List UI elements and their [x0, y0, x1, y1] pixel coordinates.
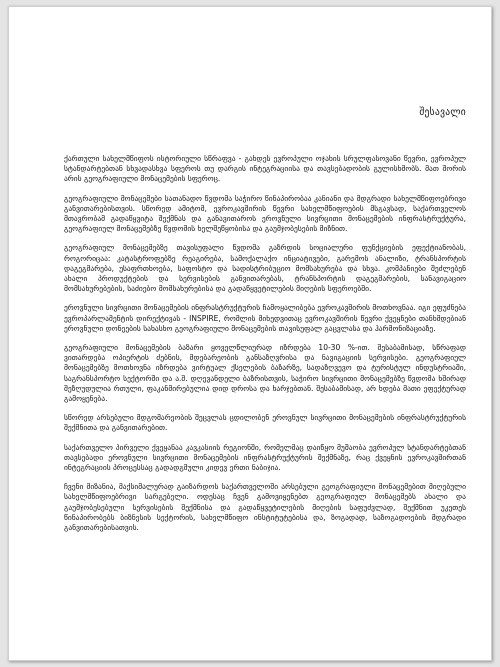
document-page [8, 6, 492, 661]
paragraph: ქართული სახელმწიფოს ისტორიული სწრაფვა - გახდეს ევროპული ოჯახის სრულფასოვანი წევრი, ევროპულ სტანდარტებთან სხვადასხვა სფეროს თუ დარგის ინტეგრაციისა და თავსებადობის გულისხმობს. მათ შორის არის გეოგრაფიული მონაცემების სფეროც. [64, 154, 466, 184]
paragraph: ეროვნული სივრცითი მონაცემების ინფრასტრუქტურის ჩამოყალიბება ევროკავშირის მოთხოვნაა. იგი ეფუძნება ევროპარლამენტის დირექტივას - INSPIRE, რომლის მიხედვითაც ევროკავშირის წევრი ქვეყნები თანხმდებიან ეროვნული დონეების სახასხო გეოგრაფიული მონაცემების თავისუფალ გაცვლასა და ჰარმონიზაციაზე. [64, 303, 466, 333]
paragraph: საქართველო პირველი ქვეყანაა კავკასიის რეგიონში, რომელმაც დაიწყო მუშაობა ევროპულ სტანდარტებთან თავსებადი ეროვნული სივრცითი მონაცემების ინფრასტრუქტურის შექმნაზე, რაც ქვეყნის ევროკავშირთან ინტეგრაციის პროცესსაც გადადგმული კიდევ ერთი ნაბიჯია. [64, 442, 466, 473]
paragraph: გეოგრაფიული მონაცემების ბაზარი ყოველწლიურად იზრდება 10-30 %-ით. შესაბამისად, სწრაფად ვითარდება ოპიერტის ძებნის, მდებარეობის განსაზღვრისა და ნავიგაციის სერვისები. გეოგრაფიულ მონაცემებზე მოთხოვნა იზრდება ვირტუალ ქსელების ბაზარზე, სადაზღვევო და ტურისტულ ინდუსტრიაში, საგრანსპორტო სექტორში და ა.შ. დღევანდელი ბაზრისთვის, საჭირო სივრცითი მონაცემებზე წვდომა ხშირად შეზღუდულია რთული, ფაკანმირებულია დიდ დროსა და ხარჯებთან. შესაბამისად, არ ხდება მათი ეფექტურად გამოყენება. [64, 343, 466, 404]
paragraph: გეოგრაფიული მონაცემები სათანადო წვდომა საჭირო წინაპირობაა კანიანი და მდგრადი სახელმწიფოებრივი განვითარებისთვის. სწორედ ამიტომ, ევროკავშირის წევრი სახელმწიფოების მსგავსად, საქართველოს მთავრობამ გადაწყვიტა შექმნას და განავითაროს ეროვნული სივრცითი მონაცემების ინფრასტრუქტურა, გეოგრაფიულ მონაცემებზე წვდომის ხელშეწყობისა და გაუმჯობესების მიზნით. [64, 193, 466, 234]
paragraph: ჩვენი მიზანია, მაქსიმალურად გაიზარდოს საქართველოში არსებული გეოგრაფიული მონაცემებით მიღებული სახელმწიფოებრივი სარგებელი. ოდესაც ჩვენ გამოვიყენებთ გეოგრაფიულ მონაცემებს ახალი და გაუმჯობესებული სერვისების შექმნისა და გადაწყვეტილების მიღების საფუძვლად, შექმნით უკეთეს წინაპირობებს ბიზნესის სექტორის, სახელმწიფო ინსტიტუტებისა და, ზოგადად, საზოგადოების მდგრადი განვითარებისათვის. [64, 482, 466, 533]
paragraph: სწორედ არსებული მდგომარეობის შეცვლას ცდილობენ ეროვნულ სივრცითი მონაცემების ინფრასტრუქტურის შექმნითა და განვითარებით. [64, 413, 466, 433]
page-title: შესავალი [419, 107, 466, 118]
paragraph: გეოგრაფიულ მონაცემებზე თავისუფალი წვდომა გაზრდის სოციალური ფუნქციების ეფექტიანობას, როგორიცაა: კატასტროფებზე რეაგირება, სამოქალაქო ინციატივები, გარემოს ანალიზი, ტრანსპორტის დაგეგმარება, უსაფრთხოება, საფოსტო და სადისტრიბუციო მომსახურება და სხვა. კომპანიები შეძლებენ ახალი პროდუქტების და სერვისების განვითარებას, ტრანსპორტის დაგეგმარების, სანავიგაციო მომსახურებების, საძიებო მომსახურებისა და გადაწყვეტილების მიღების სფეროებში. [64, 243, 466, 294]
body-text [64, 154, 466, 542]
